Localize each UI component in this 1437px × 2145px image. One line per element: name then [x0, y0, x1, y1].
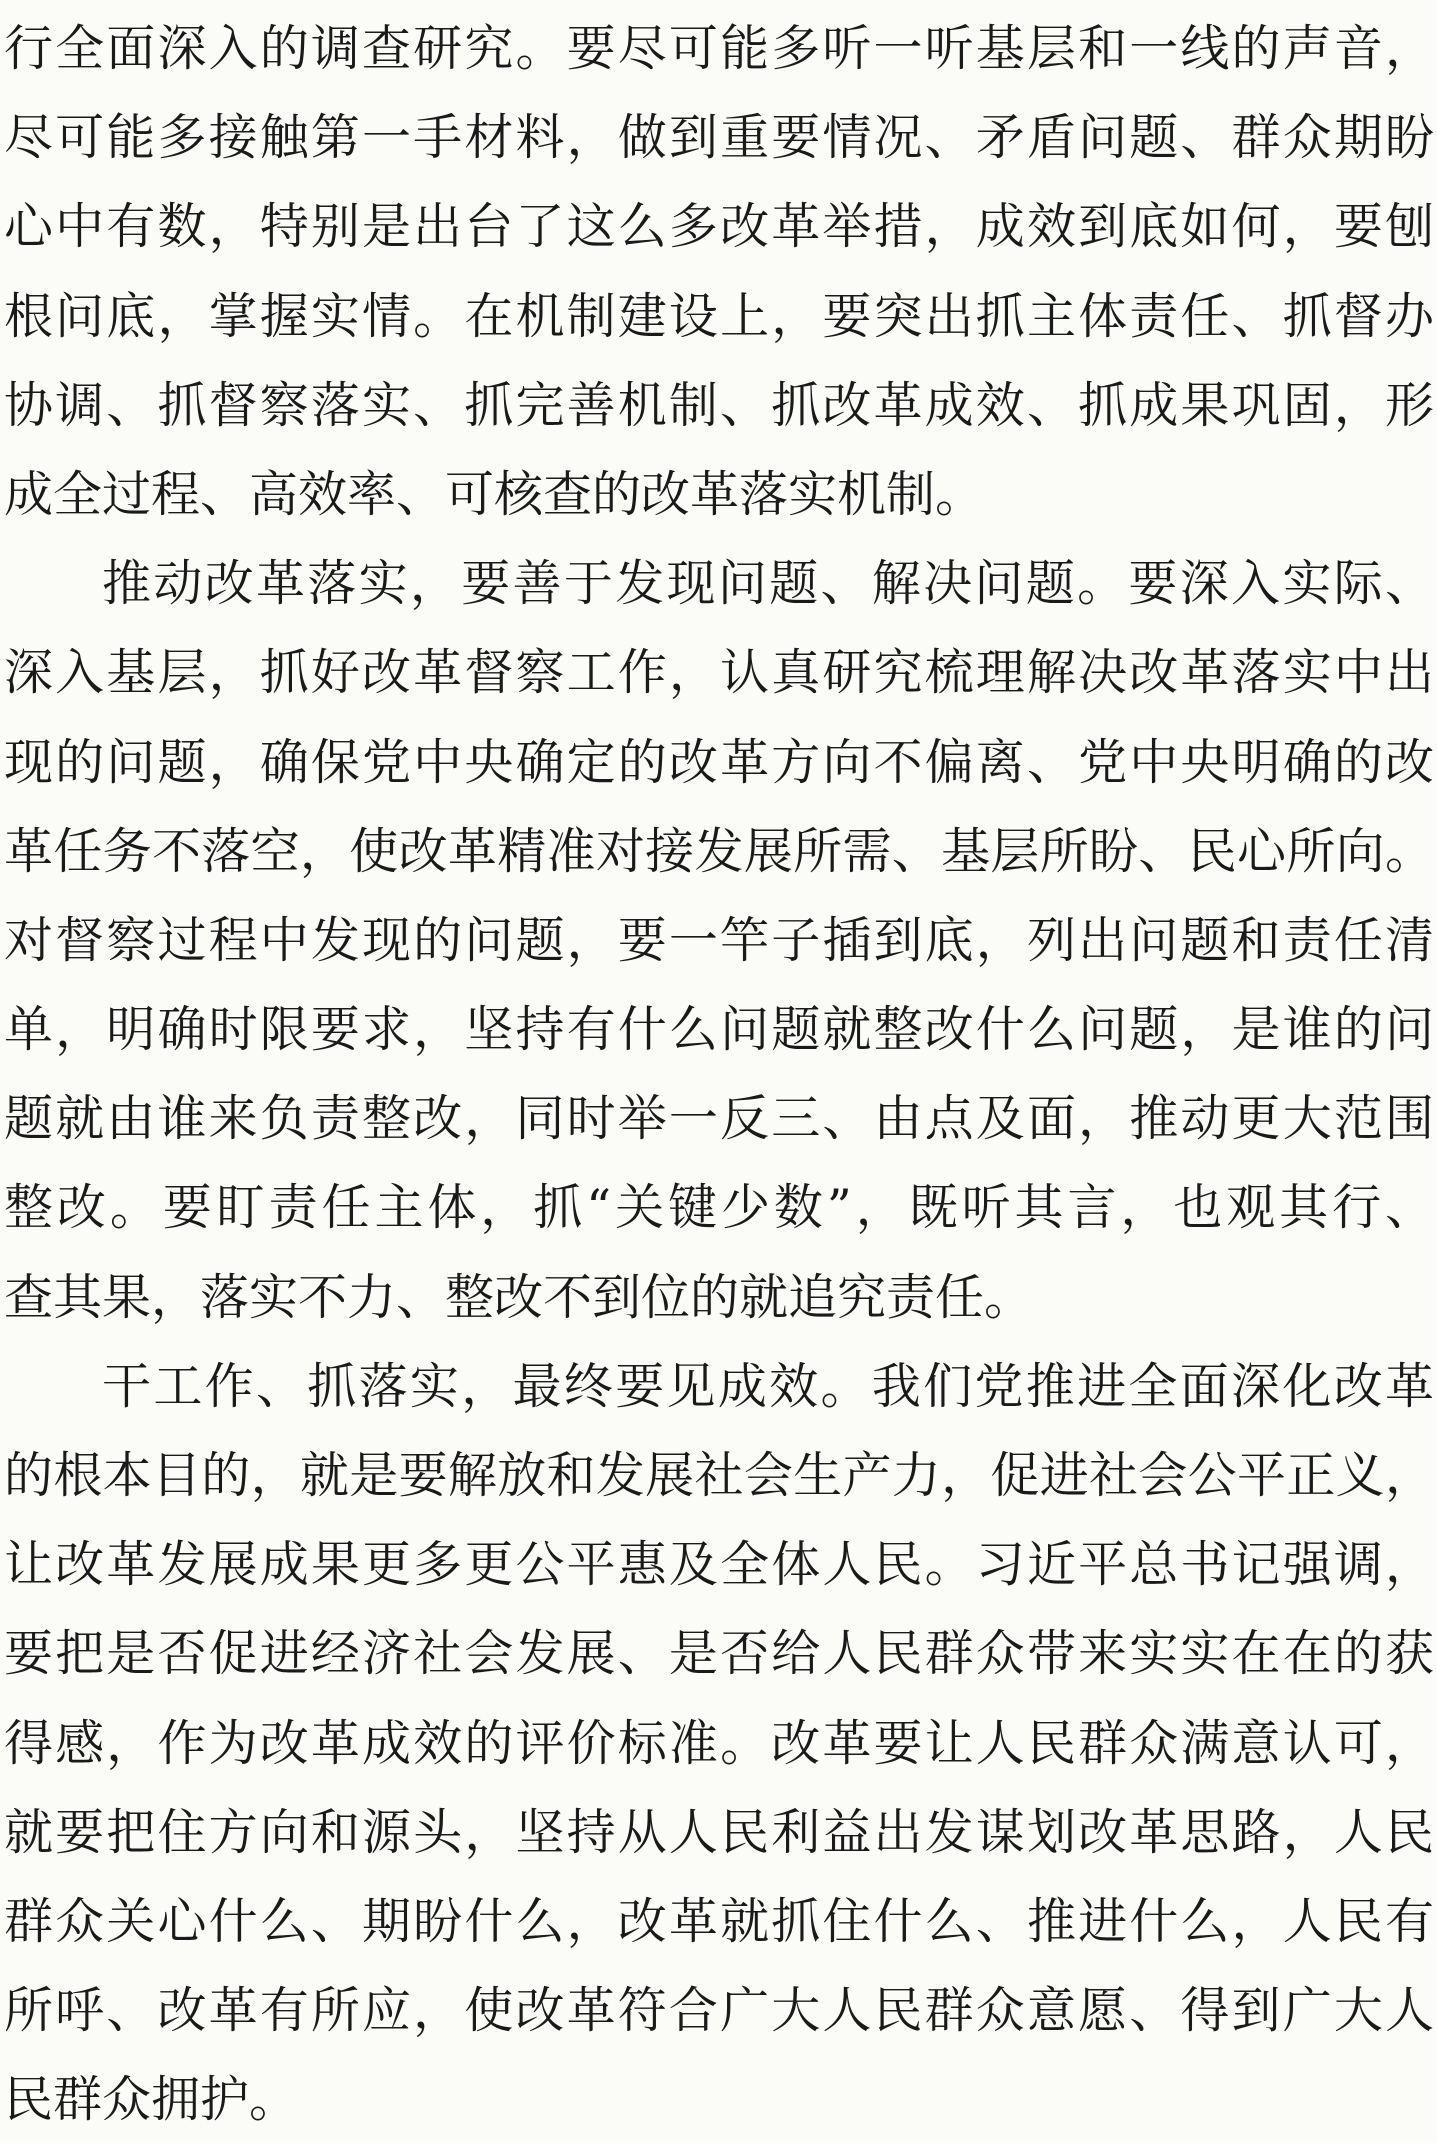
text-line: 行全面深入的调查研究。要尽可能多听一听基层和一线的声音，	[4, 20, 1434, 77]
text-line: 单，明确时限要求，坚持有什么问题就整改什么问题，是谁的问	[4, 1001, 1434, 1059]
text-line: 尽可能多接触第一手材料，做到重要情况、矛盾问题、群众期盼	[4, 109, 1434, 167]
paragraph-2	[4, 539, 1434, 1342]
text-line: 的根本目的，就是要解放和发展社会生产力，促进社会公平正义，	[4, 1447, 1434, 1504]
text-line: 就要把住方向和源头，坚持从人民利益出发谋划改革思路，人民	[4, 1803, 1434, 1861]
text-line: 深入基层，抓好改革督察工作，认真研究梳理解决改革落实中出	[4, 644, 1434, 702]
text-line: 得感，作为改革成效的评价标准。改革要让人民群众满意认可，	[4, 1714, 1434, 1772]
text-line: 整改。要盯责任主体，抓“关键少数”，既听其言，也观其行、	[4, 1179, 1434, 1237]
paragraph-3	[4, 1342, 1434, 2145]
text-line: 协调、抓督察落实、抓完善机制、抓改革成效、抓成果巩固，形	[4, 376, 1434, 434]
text-line: 根问底，掌握实情。在机制建设上，要突出抓主体责任、抓督办	[4, 287, 1434, 345]
text-line: 对督察过程中发现的问题，要一竿子插到底，列出问题和责任清	[4, 911, 1434, 969]
body-text	[4, 4, 1434, 2145]
text-line: 要把是否促进经济社会发展、是否给人民群众带来实实在在的获	[4, 1625, 1434, 1683]
text-line: 所呼、改革有所应，使改革符合广大人民群众意愿、得到广大人	[4, 1982, 1434, 2040]
paragraph-1	[4, 4, 1434, 539]
text-line: 让改革发展成果更多更公平惠及全体人民。习近平总书记强调，	[4, 1536, 1434, 1594]
text-line: 推动改革落实，要善于发现问题、解决问题。要深入实际、	[102, 555, 1434, 613]
text-line: 题就由谁来负责整改，同时举一反三、由点及面，推动更大范围	[4, 1090, 1434, 1148]
text-line: 群众关心什么、期盼什么，改革就抓住什么、推进什么，人民有	[4, 1892, 1434, 1950]
text-line: 查其果，落实不力、整改不到位的就追究责任。	[4, 1268, 1034, 1326]
text-line: 民群众拥护。	[4, 2071, 299, 2129]
text-line: 心中有数，特别是出台了这么多改革举措，成效到底如何，要刨	[4, 198, 1434, 256]
text-line: 干工作、抓落实，最终要见成效。我们党推进全面深化改革	[102, 1357, 1434, 1415]
text-line: 成全过程、高效率、可核查的改革落实机制。	[4, 465, 985, 523]
text-line: 革任务不落空，使改革精准对接发展所需、基层所盼、民心所向。	[4, 822, 1434, 880]
text-line: 现的问题，确保党中央确定的改革方向不偏离、党中央明确的改	[4, 733, 1434, 791]
